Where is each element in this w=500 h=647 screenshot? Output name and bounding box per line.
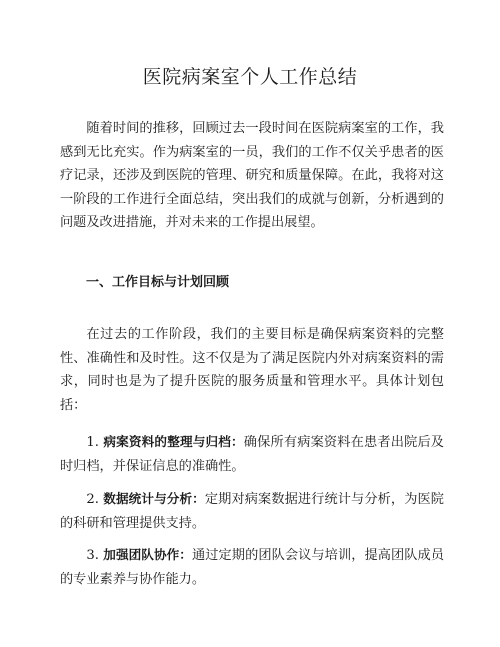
list-item-number: 1. — [86, 435, 99, 450]
list-item-number: 2. — [86, 492, 99, 507]
list-item-text: 定期对病案数据进行统计与分析，为医院的科研和管理提供支持。 — [60, 492, 444, 531]
list-item-lead: 加强团队协作： — [103, 547, 192, 562]
section-body-paragraph: 在过去的工作阶段，我们的主要目标是确保病案资料的完整性、准确性和及时性。这不仅是为了满足医院内外对病案资料的需求，同时也是为了提升医院的服务质量和管理水平。具体计划包括： — [60, 327, 444, 413]
list-item-text: 确保所有病案资料在患者出院后及时归档，并保证信息的准确性。 — [60, 435, 444, 474]
list-item-number: 3. — [86, 548, 99, 563]
list-item-lead: 病案资料的整理与归档： — [103, 434, 244, 449]
intro-paragraph: 随着时间的推移，回顾过去一段时间在医院病案室的工作，我感到无比充实。作为病案室的一员，我们的工作不仅关乎患者的医疗记录，还涉及到医院的管理、研究和质量保障。在此，我将对这一阶段的工作进行全面总结，突出我们的成就与创新，分析遇到的问题及改进措施，并对未来的工作提出展望。 — [60, 121, 444, 230]
list-item-text: 通过定期的团队会议与培训，提高团队成员的专业素养与协作能力。 — [60, 548, 445, 587]
section-heading: 一、工作目标与计划回顾 — [86, 275, 230, 290]
list-item — [60, 487, 444, 535]
list-item — [60, 543, 444, 591]
list-item-lead: 数据统计与分析： — [103, 491, 205, 506]
document-title: 医院病案室个人工作总结 — [142, 66, 358, 88]
list-item — [60, 430, 444, 478]
